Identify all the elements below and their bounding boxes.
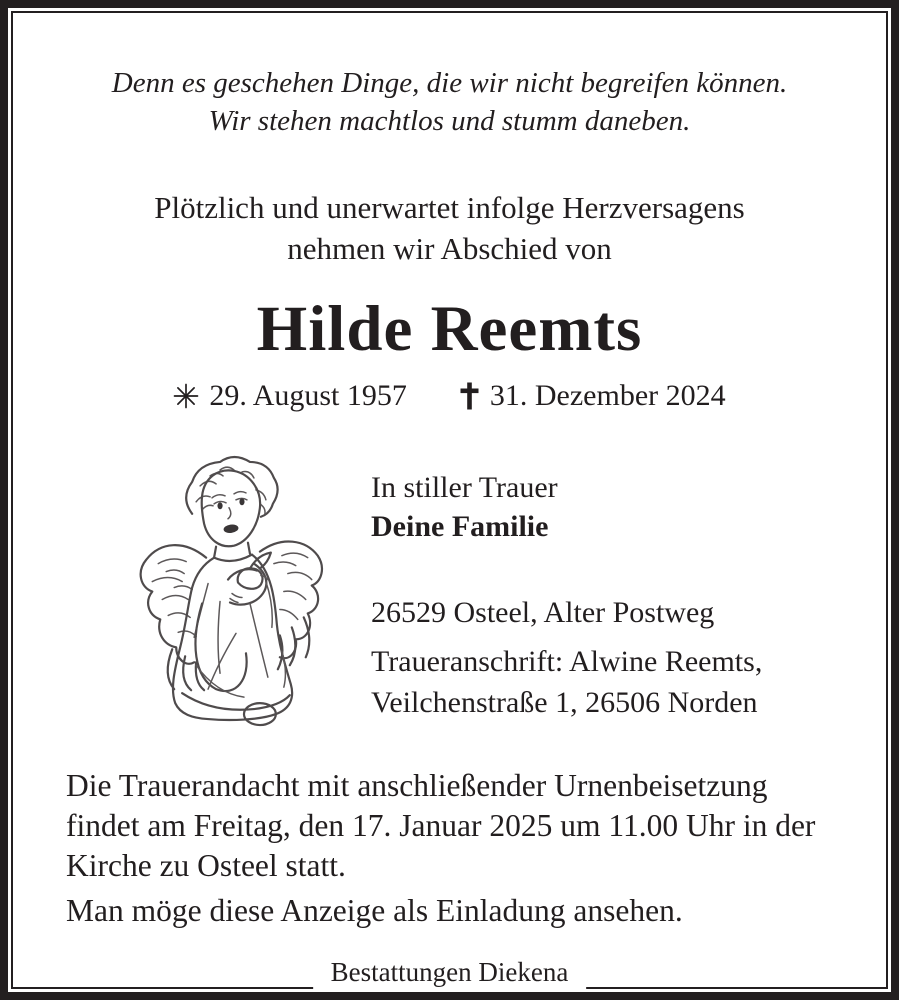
family-signature: Deine Familie [371,510,549,543]
mourning-block [371,468,558,546]
service-line-1: Die Trauerandacht mit anschließender Urnenbeisetzung [66,768,768,803]
angel-illustration [132,452,337,736]
intro-line-1: Plötzlich und unerwartet infolge Herzversagens [154,190,745,225]
birth-star-icon [173,383,199,409]
verse-line-2: Wir stehen machtlos und stumm daneben. [208,105,691,137]
condolence-line-2: Veilchenstraße 1, 26506 Norden [371,686,758,719]
service-line-2: findet am Freitag, den 17. Januar 2025 um 11.00 Uhr in der [66,808,816,843]
death-date-group [459,376,726,416]
verse-line-1: Denn es geschehen Dinge, die wir nicht begreifen können. [111,67,788,99]
invitation-note: Man möge diese Anzeige als Einladung ansehen. [66,893,683,928]
birth-date-group [173,376,407,416]
birth-date: 29. August 1957 [209,379,407,412]
life-dates [0,376,899,416]
home-address: 26529 Osteel, Alter Postweg [371,596,715,629]
death-cross-icon [459,382,480,410]
memorial-verse [0,64,899,140]
mourning-line: In stiller Trauer [371,471,558,504]
service-line-3: Kirche zu Osteel statt. [66,848,346,883]
funeral-home-name: Bestattungen Diekena [313,953,587,991]
deceased-name: Hilde Reemts [256,293,643,365]
death-date: 31. Dezember 2024 [489,379,726,412]
intro-text [0,187,899,269]
intro-line-2: nehmen wir Abschied von [287,231,612,266]
condolence-address [371,641,762,723]
service-announcement [66,766,849,886]
condolence-line-1: Traueranschrift: Alwine Reemts, [371,645,763,678]
